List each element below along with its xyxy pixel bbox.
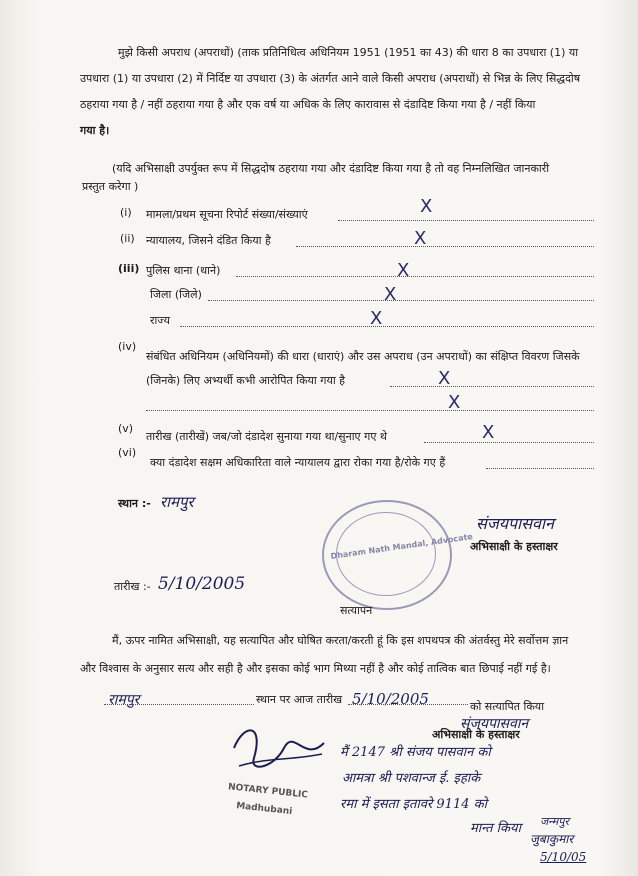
conviction-note-line-2: प्रस्तुत करेगा ) [82,180,139,193]
item-label: जिला (जिले) [150,288,202,301]
cross-mark: X [448,392,461,413]
item-number: (ii) [120,232,135,245]
fill-line [146,410,594,411]
place-handwritten: रामपुर [160,493,194,511]
notary-sign-date: 5/10/05 [540,850,587,864]
item-label: मामला/प्रथम सूचना रिपोर्ट संख्या/संख्याएं [146,208,308,221]
intro-line-2: उपधारा (1) या उपधारा (2) में निर्दिष्ट या उपधारा (3) के अंतर्गत आने वाले किसी अपराध (अपराधों) से भिन्न के लिए सिद्धदोष [80,72,581,85]
verification-date-suffix: को सत्यापित किया [470,700,545,713]
item-label: (जिनके) लिए अभ्यर्थी कभी आरोपित किया गया है [146,374,346,387]
notary-stamp-line-1: NOTARY PUBLIC [227,782,309,801]
notary-endorsement-line: रमा में इसता इतावरे 9114 को [340,797,487,812]
deponent-signature: संजयपासवान [476,514,554,533]
intro-line-3: ठहराया गया है / नहीं ठहराया गया है और एक वर्ष या अधिक के लिए कारावास से दंडादिष्ट किया गया है / नहीं किया [80,98,536,111]
fill-line [180,326,594,327]
notary-endorsement-line: मान्त किया [470,821,521,836]
item-number: (v) [118,422,134,435]
cross-mark: X [384,284,397,305]
notary-stamp-line-2: Madhubani [235,801,293,818]
cross-mark: X [420,196,433,217]
fill-line [424,442,594,443]
fill-line [296,246,594,247]
notary-sign-line-2: जुबाकुमार [530,832,574,846]
verification-place-handwritten: रामपुर [108,692,140,708]
notary-signature-scribble [224,718,334,782]
fill-line [104,704,254,705]
cross-mark: X [370,308,383,329]
verification-heading: सत्यापन [340,604,373,617]
cross-mark: X [414,228,427,249]
verification-signature: संजयपासवान [460,716,529,732]
deponent-signature-label: अभिसाक्षी के हस्ताक्षर [470,540,558,553]
verification-date-handwritten: 5/10/2005 [352,690,429,708]
conviction-note-line-1: (यदि अभिसाक्षी उपर्युक्त रूप में सिद्धदोष ठहराया गया और दंडादिष्ट किया गया है तो वह निम्नलिखित जानकारी [112,162,550,175]
intro-line-4: गया है। [80,124,110,137]
item-number: (vi) [118,446,137,459]
stamp-text: Dharam Nath Mandal, Advocate [330,532,474,561]
fill-line [208,300,594,301]
cross-mark: X [482,422,495,443]
date-handwritten: 5/10/2005 [158,574,246,594]
item-label: तारीख (तारीखें) जब/जो दंडादेश सुनाया गया था/सुनाए गए थे [146,430,387,443]
item-label: क्या दंडादेश सक्षम अधिकारिता वाले न्यायालय द्वारा रोका गया है/रोके गए हैं [150,456,446,469]
notary-stamp [220,778,345,842]
verification-line-2: और विश्वास के अनुसार सत्य और सही है और इसका कोई भाग मिथ्या नहीं है और कोई तात्विक बात छिपाई नहीं गई है। [80,662,551,675]
verification-line-1: मैं, ऊपर नामित अभिसाक्षी, यह सत्यापित और घोषित करता/करती हूं कि इस शपथपत्र की अंतर्वस्तु मेरे सर्वोत्तम ज्ञान [112,634,569,647]
verification-signature-label: अभिसाक्षी के हस्ताक्षर [432,728,520,741]
notary-endorsement-line: मैं 2147 श्री संजय पासवान को [340,745,491,760]
place-label: स्थान :- [118,497,151,510]
date-label: तारीख :- [114,580,151,593]
notary-endorsement-line: आमत्रा श्री पशवान्ज ई. इहाके [342,771,481,786]
advocate-round-stamp [322,500,474,610]
cross-mark: X [397,260,410,281]
item-label: न्यायालय, जिसने दंडित किया है [146,234,271,247]
fill-line [486,468,594,469]
item-number: (iii) [118,262,140,275]
intro-line-1: मुझे किसी अपराध (अपराधों) (ताक प्रतिनिधित्व अधिनियम 1951 (1951 का 43) की धारा 8 का उपधारा (1) या [118,46,579,59]
fill-line [338,220,594,221]
item-number: (i) [120,206,132,219]
fill-line [348,704,468,705]
item-label: राज्य [150,314,171,327]
verification-place-suffix: स्थान पर आज तारीख [256,693,343,706]
item-label: पुलिस थाना (थाने) [146,264,221,277]
item-number: (iv) [118,340,137,353]
item-label: संबंधित अधिनियम (अधिनियमों) की धारा (धाराएं) और उस अपराध (उन अपराधों) का संक्षिप्त विवरण जिसके [146,350,580,363]
cross-mark: X [438,368,451,389]
notary-sign-line-1: जन्मपुर [540,815,569,828]
fill-line [236,276,594,277]
fill-line [390,386,594,387]
